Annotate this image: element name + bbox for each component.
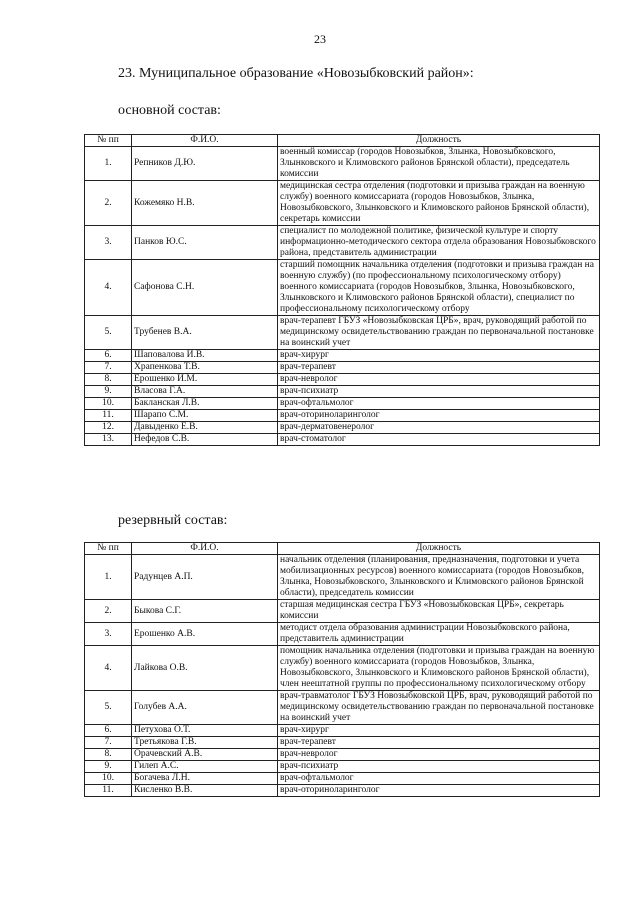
person-position: врач-терапевт ГБУЗ «Новозыбковская ЦРБ», врач, руководящий работой по медицинскому освидетельствованию граждан по первоначальной постановке на воинский учет xyxy=(278,316,600,350)
person-position: начальник отделения (планирования, предназначения, подготовки и учета мобилизационных ресурсов) военного комиссариата (городов Новозыбков, Злынка, Новозыбковского, Злынковского и Климовского районов Брянской области), председатель комиссии xyxy=(278,555,600,600)
person-position: врач-невролог xyxy=(278,374,600,386)
row-number: 5. xyxy=(85,691,132,725)
person-position: врач-терапевт xyxy=(278,362,600,374)
person-name: Трубенев В.А. xyxy=(132,316,278,350)
row-number: 11. xyxy=(85,410,132,422)
row-number: 3. xyxy=(85,623,132,646)
person-name: Ерошенко И.М. xyxy=(132,374,278,386)
table-row xyxy=(85,555,600,600)
column-header-name: Ф.И.О. xyxy=(132,543,278,555)
row-number: 11. xyxy=(85,785,132,797)
person-name: Третьякова Г.В. xyxy=(132,737,278,749)
row-number: 4. xyxy=(85,646,132,691)
page-number: 23 xyxy=(314,32,326,46)
person-name: Сафонова С.Н. xyxy=(132,260,278,316)
table-row xyxy=(85,761,600,773)
table-row xyxy=(85,623,600,646)
row-number: 13. xyxy=(85,434,132,446)
person-position: врач-хирург xyxy=(278,725,600,737)
person-name: Панков Ю.С. xyxy=(132,226,278,260)
person-position: врач-офтальмолог xyxy=(278,398,600,410)
person-name: Петухова О.Т. xyxy=(132,725,278,737)
row-number: 7. xyxy=(85,362,132,374)
reserve-roster-body xyxy=(85,555,600,797)
person-position: методист отдела образования администрации Новозыбковского района, представитель администрации xyxy=(278,623,600,646)
table-row xyxy=(85,785,600,797)
column-header-position: Должность xyxy=(278,135,600,147)
column-header-position: Должность xyxy=(278,543,600,555)
row-number: 2. xyxy=(85,181,132,226)
table-row xyxy=(85,434,600,446)
table-row xyxy=(85,350,600,362)
row-number: 6. xyxy=(85,350,132,362)
table-row xyxy=(85,362,600,374)
person-position: врач-травматолог ГБУЗ Новозыбковской ЦРБ, врач, руководящий работой по медицинскому освидетельствованию граждан по первоначальной постановке на воинский учет xyxy=(278,691,600,725)
table-row xyxy=(85,600,600,623)
person-name: Лайкова О.В. xyxy=(132,646,278,691)
person-name: Нефедов С.В. xyxy=(132,434,278,446)
column-header-num: № пп xyxy=(85,135,132,147)
person-name: Шаповалова И.В. xyxy=(132,350,278,362)
person-position: врач-оториноларинголог xyxy=(278,785,600,797)
row-number: 3. xyxy=(85,226,132,260)
person-name: Шарапо С.М. xyxy=(132,410,278,422)
table-header-row xyxy=(85,135,600,147)
main-section-label: основной состав: xyxy=(118,103,221,118)
person-position: врач-психиатр xyxy=(278,386,600,398)
reserve-section-label: резервный состав: xyxy=(118,513,228,528)
person-position: врач-хирург xyxy=(278,350,600,362)
row-number: 8. xyxy=(85,749,132,761)
person-name: Гилеп А.С. xyxy=(132,761,278,773)
table-row xyxy=(85,374,600,386)
person-name: Ерошенко А.В. xyxy=(132,623,278,646)
person-name: Богачева Л.Н. xyxy=(132,773,278,785)
row-number: 1. xyxy=(85,555,132,600)
person-name: Орачевский А.В. xyxy=(132,749,278,761)
row-number: 8. xyxy=(85,374,132,386)
table-row xyxy=(85,773,600,785)
person-position: врач-невролог xyxy=(278,749,600,761)
person-position: старшая медицинская сестра ГБУЗ «Новозыбковская ЦРБ», секретарь комиссии xyxy=(278,600,600,623)
person-name: Радунцев А.П. xyxy=(132,555,278,600)
person-name: Кисленко В.В. xyxy=(132,785,278,797)
table-row xyxy=(85,226,600,260)
person-position: врач-стоматолог xyxy=(278,434,600,446)
person-position: врач-оториноларинголог xyxy=(278,410,600,422)
person-position: старший помощник начальника отделения (подготовки и призыва граждан на военную службу) (по профессиональному психологическому отбору) военного комиссариата (городов Новозыбков, Злынка, Новозыбковского, Злынковского и Климовского районов Брянской области), специалист по профессиональному психологическому отбору xyxy=(278,260,600,316)
row-number: 10. xyxy=(85,398,132,410)
person-name: Храпенкова Т.В. xyxy=(132,362,278,374)
table-row xyxy=(85,725,600,737)
person-position: военный комиссар (городов Новозыбков, Злынка, Новозыбковского, Злынковского и Климовского районов Брянской области), председатель комиссии xyxy=(278,147,600,181)
main-roster-table xyxy=(84,134,600,446)
table-row xyxy=(85,422,600,434)
row-number: 12. xyxy=(85,422,132,434)
table-header-row xyxy=(85,543,600,555)
table-row xyxy=(85,410,600,422)
person-position: врач-дерматовенеролог xyxy=(278,422,600,434)
table-row xyxy=(85,737,600,749)
row-number: 9. xyxy=(85,386,132,398)
person-position: врач-терапевт xyxy=(278,737,600,749)
row-number: 2. xyxy=(85,600,132,623)
row-number: 9. xyxy=(85,761,132,773)
person-position: помощник начальника отделения (подготовки и призыва граждан на военную службу) военного комиссариата (городов Новозыбков, Злынка, Новозыбковского, Злынковского и Климовского районов Брянской области), член неештатной группы по профессиональному психологическому отбору xyxy=(278,646,600,691)
table-row xyxy=(85,646,600,691)
person-position: медицинская сестра отделения (подготовки и призыва граждан на военную службу) военного комиссариата (городов Новозыбков, Злынка, Новозыбковского, Злынковского и Климовского районов Брянской области), секретарь комиссии xyxy=(278,181,600,226)
main-roster-body xyxy=(85,147,600,446)
table-row xyxy=(85,691,600,725)
person-name: Репников Д.Ю. xyxy=(132,147,278,181)
person-name: Бакланская Л.В. xyxy=(132,398,278,410)
person-position: специалист по молодежной политике, физической культуре и спорту информационно-методического сектора отдела образования Новозыбковского района, представитель администрации xyxy=(278,226,600,260)
table-row xyxy=(85,147,600,181)
column-header-name: Ф.И.О. xyxy=(132,135,278,147)
column-header-num: № пп xyxy=(85,543,132,555)
row-number: 10. xyxy=(85,773,132,785)
person-name: Кожемяко Н.В. xyxy=(132,181,278,226)
table-row xyxy=(85,398,600,410)
person-name: Власова Г.А. xyxy=(132,386,278,398)
reserve-roster-table xyxy=(84,542,600,797)
document-heading: 23. Муниципальное образование «Новозыбковский район»: xyxy=(118,66,474,81)
person-position: врач-офтальмолог xyxy=(278,773,600,785)
table-row xyxy=(85,316,600,350)
row-number: 5. xyxy=(85,316,132,350)
row-number: 1. xyxy=(85,147,132,181)
person-name: Быкова С.Г. xyxy=(132,600,278,623)
row-number: 4. xyxy=(85,260,132,316)
table-row xyxy=(85,260,600,316)
row-number: 6. xyxy=(85,725,132,737)
table-row xyxy=(85,181,600,226)
row-number: 7. xyxy=(85,737,132,749)
person-position: врач-психиатр xyxy=(278,761,600,773)
table-row xyxy=(85,749,600,761)
person-name: Давыденко Е.В. xyxy=(132,422,278,434)
person-name: Голубев А.А. xyxy=(132,691,278,725)
table-row xyxy=(85,386,600,398)
